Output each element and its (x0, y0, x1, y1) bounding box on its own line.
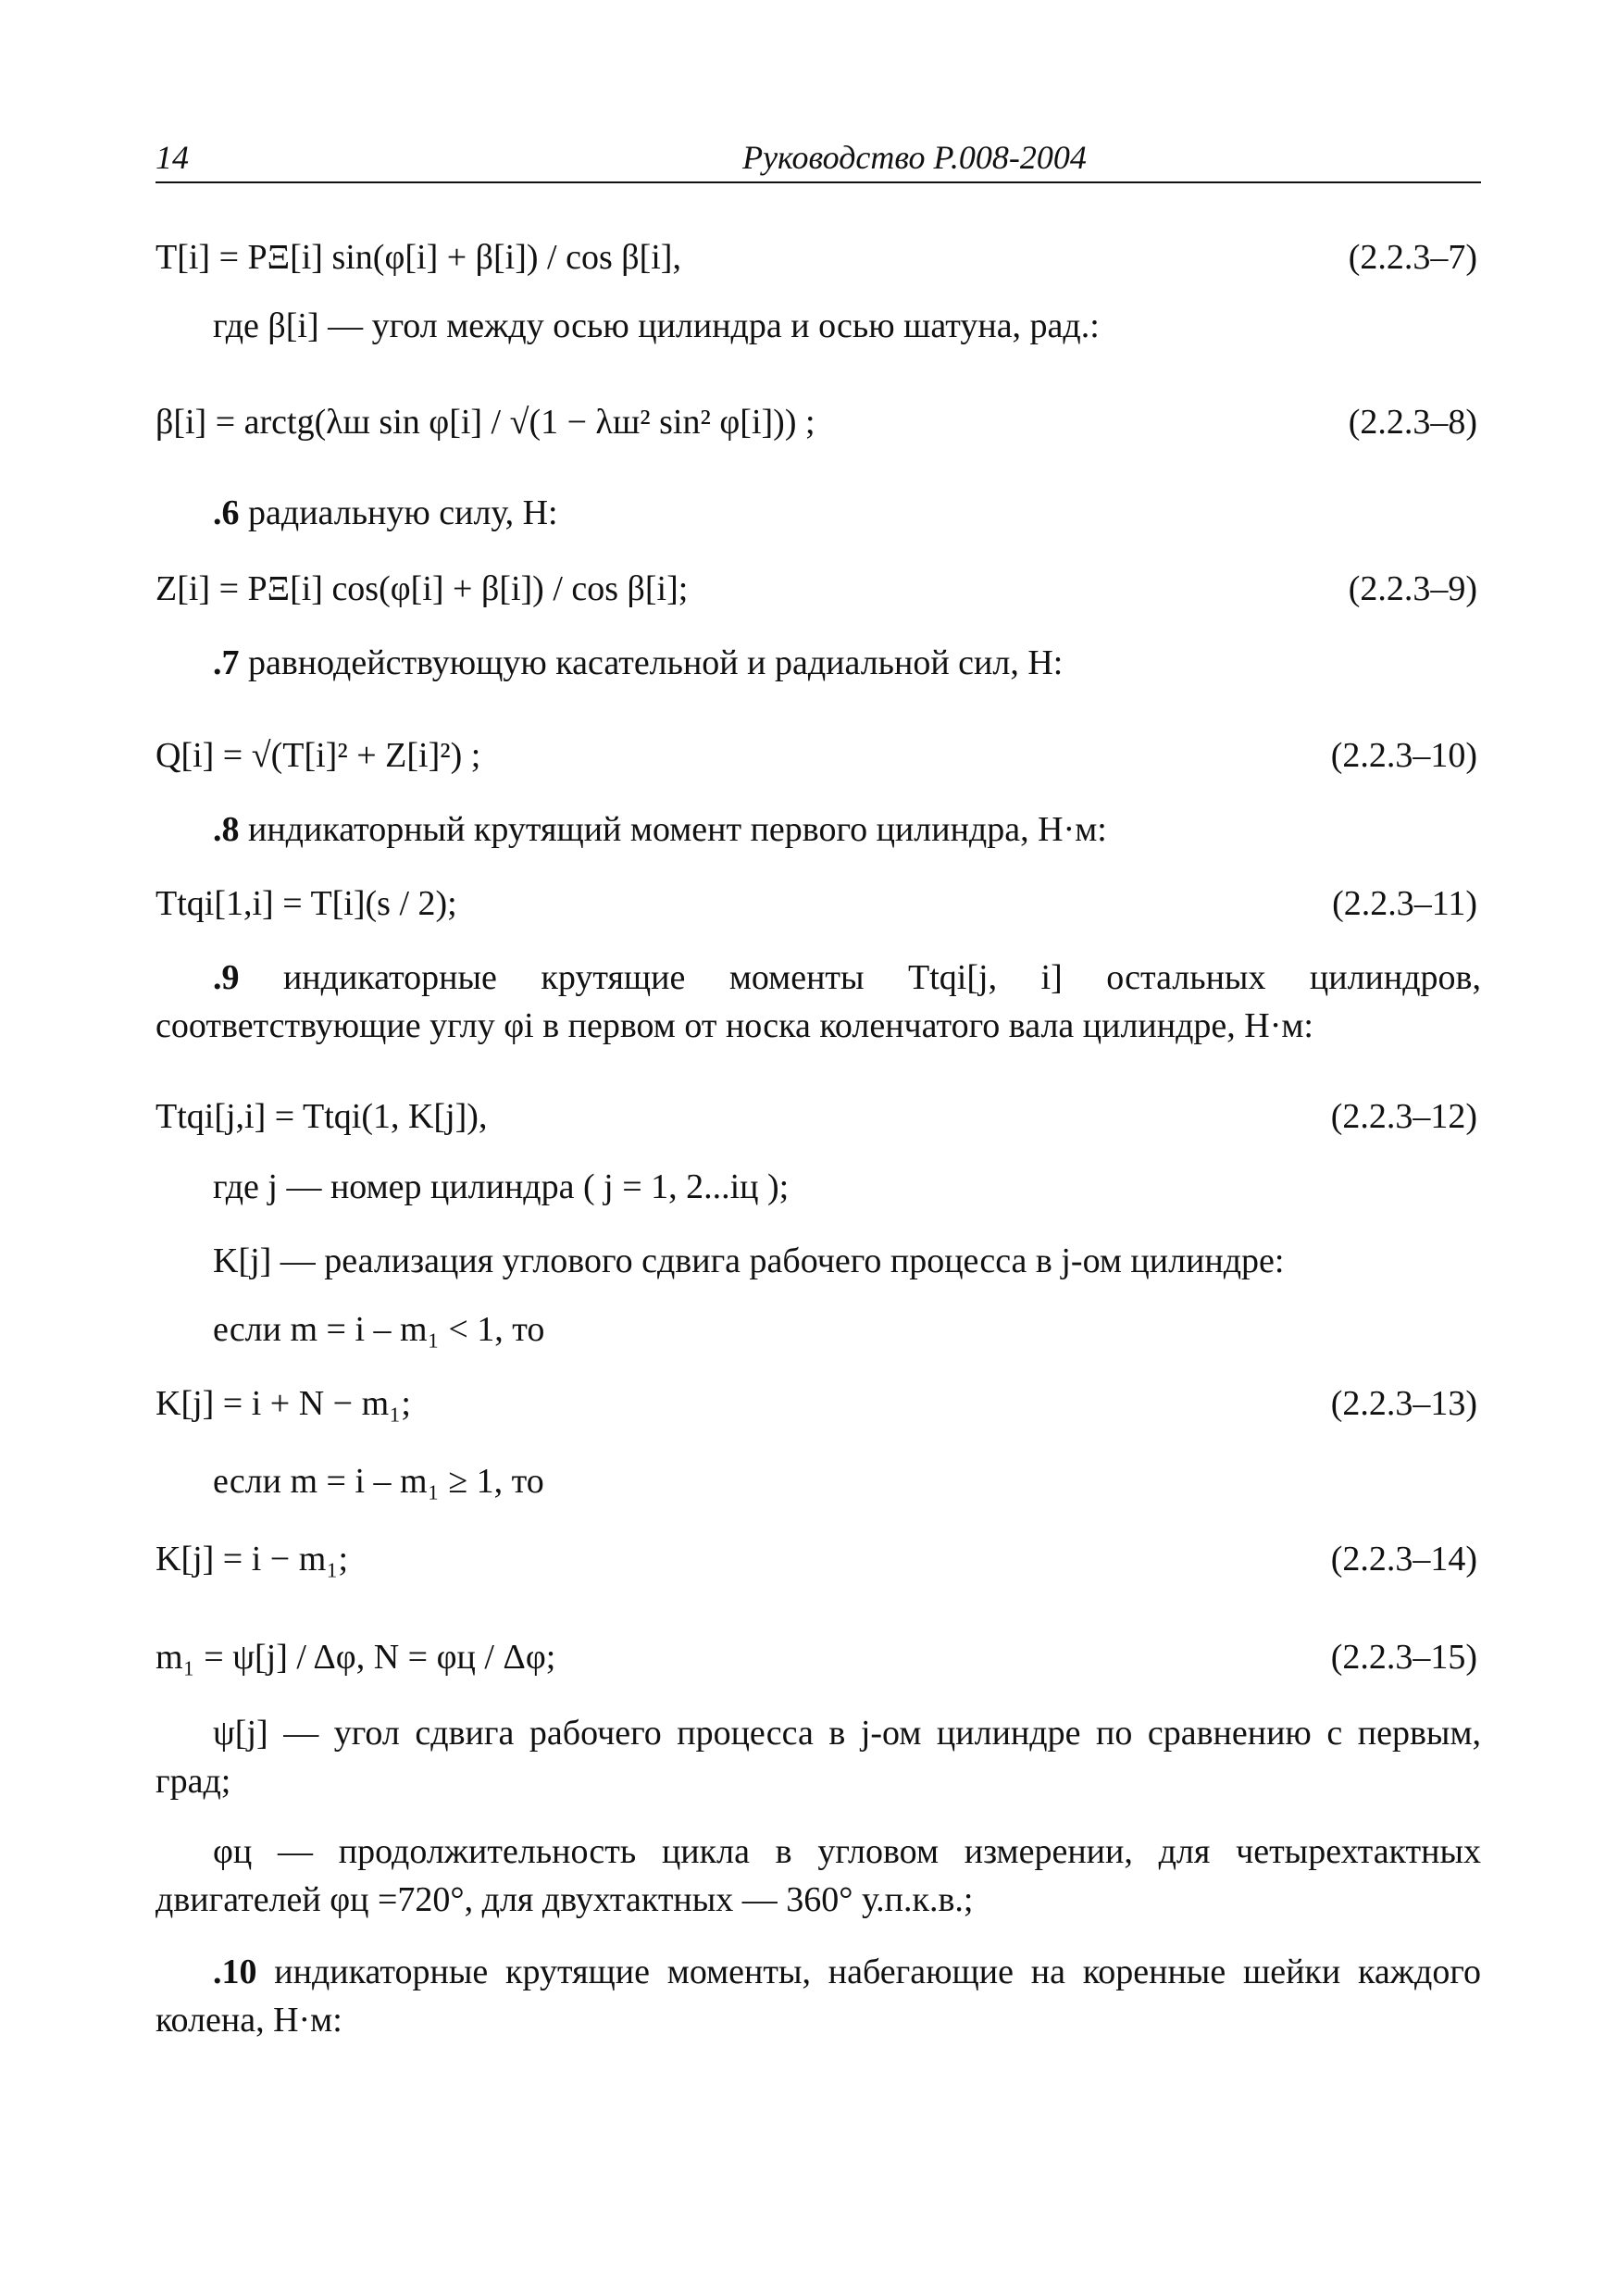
item-text: радиальную силу, Н: (239, 493, 558, 532)
running-title: Руководство Р.008-2004 (742, 139, 1087, 176)
item-9-paragraph (156, 954, 1481, 1050)
item-10 (156, 1948, 1481, 2044)
item-number: .9 (213, 958, 240, 997)
item-number: .8 (213, 810, 240, 849)
phi-definition-text: φц — продолжительность цикла в угловом измерении, для четырехтактных двигателей φц =720°, для двухтактных — 360° у.п.к.в.; (156, 1832, 1481, 1919)
header-rule (156, 181, 1481, 183)
equation-number: (2.2.3–13) (1330, 1384, 1477, 1423)
psi-definition (156, 1709, 1481, 1805)
item-8 (156, 805, 1538, 854)
item-6 (156, 489, 1538, 537)
page-header (156, 130, 1481, 185)
formula: β[i] = arctg(λш sin φ[i] / √(1 − λш² sin² φ[i])) ; (156, 403, 815, 442)
item-text: индикаторный крутящий момент первого цилиндра, Н·м: (239, 810, 1107, 849)
k-definition-text: K[j] — реализация углового сдвига рабочего процесса в j-ом цилиндре: (213, 1242, 1285, 1280)
condition-2-text: если m = i – m₁ ≥ 1, то (213, 1462, 544, 1501)
formula: Ttqi[j,i] = Ttqi(1, K[j]), (156, 1097, 488, 1136)
formula: K[j] = i − m₁; (156, 1540, 349, 1578)
equation-number: (2.2.3–10) (1330, 736, 1477, 775)
item-text: равнодействующую касательной и радиальной сил, Н: (239, 643, 1064, 682)
item-10-paragraph (156, 1948, 1481, 2044)
formula: Z[i] = PΞ[i] cos(φ[i] + β[i]) / cos β[i]; (156, 569, 689, 608)
k-definition (156, 1237, 1538, 1285)
equation-number: (2.2.3–15) (1330, 1638, 1477, 1677)
equation-number: (2.2.3–8) (1348, 403, 1477, 442)
condition-1-text: если m = i – m₁ < 1, то (213, 1310, 545, 1349)
phi-definition (156, 1828, 1481, 1924)
equation-number: (2.2.3–9) (1348, 569, 1477, 608)
item-text: индикаторные крутящие моменты Ttqi[j, i] остальных цилиндров, соответствующие углу φi в первом от носка коленчатого вала цилиндре, Н·м: (156, 958, 1481, 1045)
item-number: .6 (213, 493, 240, 532)
j-definition-text: где j — номер цилиндра ( j = 1, 2...iц ); (213, 1167, 790, 1206)
condition-2 (156, 1457, 1538, 1505)
equation-number: (2.2.3–12) (1330, 1097, 1477, 1136)
item-text: индикаторные крутящие моменты, набегающие на коренные шейки каждого колена, Н·м: (156, 1953, 1481, 2040)
formula: m₁ = ψ[j] / Δφ, N = φц / Δφ; (156, 1638, 556, 1677)
equation-number: (2.2.3–7) (1348, 238, 1477, 277)
equation-number: (2.2.3–11) (1332, 884, 1477, 923)
formula: Q[i] = √(T[i]² + Z[i]²) ; (156, 736, 481, 775)
formula: T[i] = PΞ[i] sin(φ[i] + β[i]) / cos β[i], (156, 238, 681, 277)
formula: K[j] = i + N − m₁; (156, 1384, 411, 1423)
psi-definition-text: ψ[j] — угол сдвига рабочего процесса в j-ом цилиндре по сравнению с первым, град; (156, 1714, 1481, 1801)
j-definition (156, 1163, 1538, 1211)
item-7 (156, 639, 1538, 687)
item-9 (156, 954, 1481, 1050)
beta-definition (156, 302, 1538, 350)
item-number: .10 (213, 1953, 257, 1991)
item-number: .7 (213, 643, 240, 682)
equation-number: (2.2.3–14) (1330, 1540, 1477, 1578)
formula: Ttqi[1,i] = T[i](s / 2); (156, 884, 457, 923)
page-number: 14 (156, 139, 189, 176)
beta-definition-text: где β[i] — угол между осью цилиндра и осью шатуна, рад.: (213, 306, 1100, 345)
condition-1 (156, 1305, 1538, 1354)
